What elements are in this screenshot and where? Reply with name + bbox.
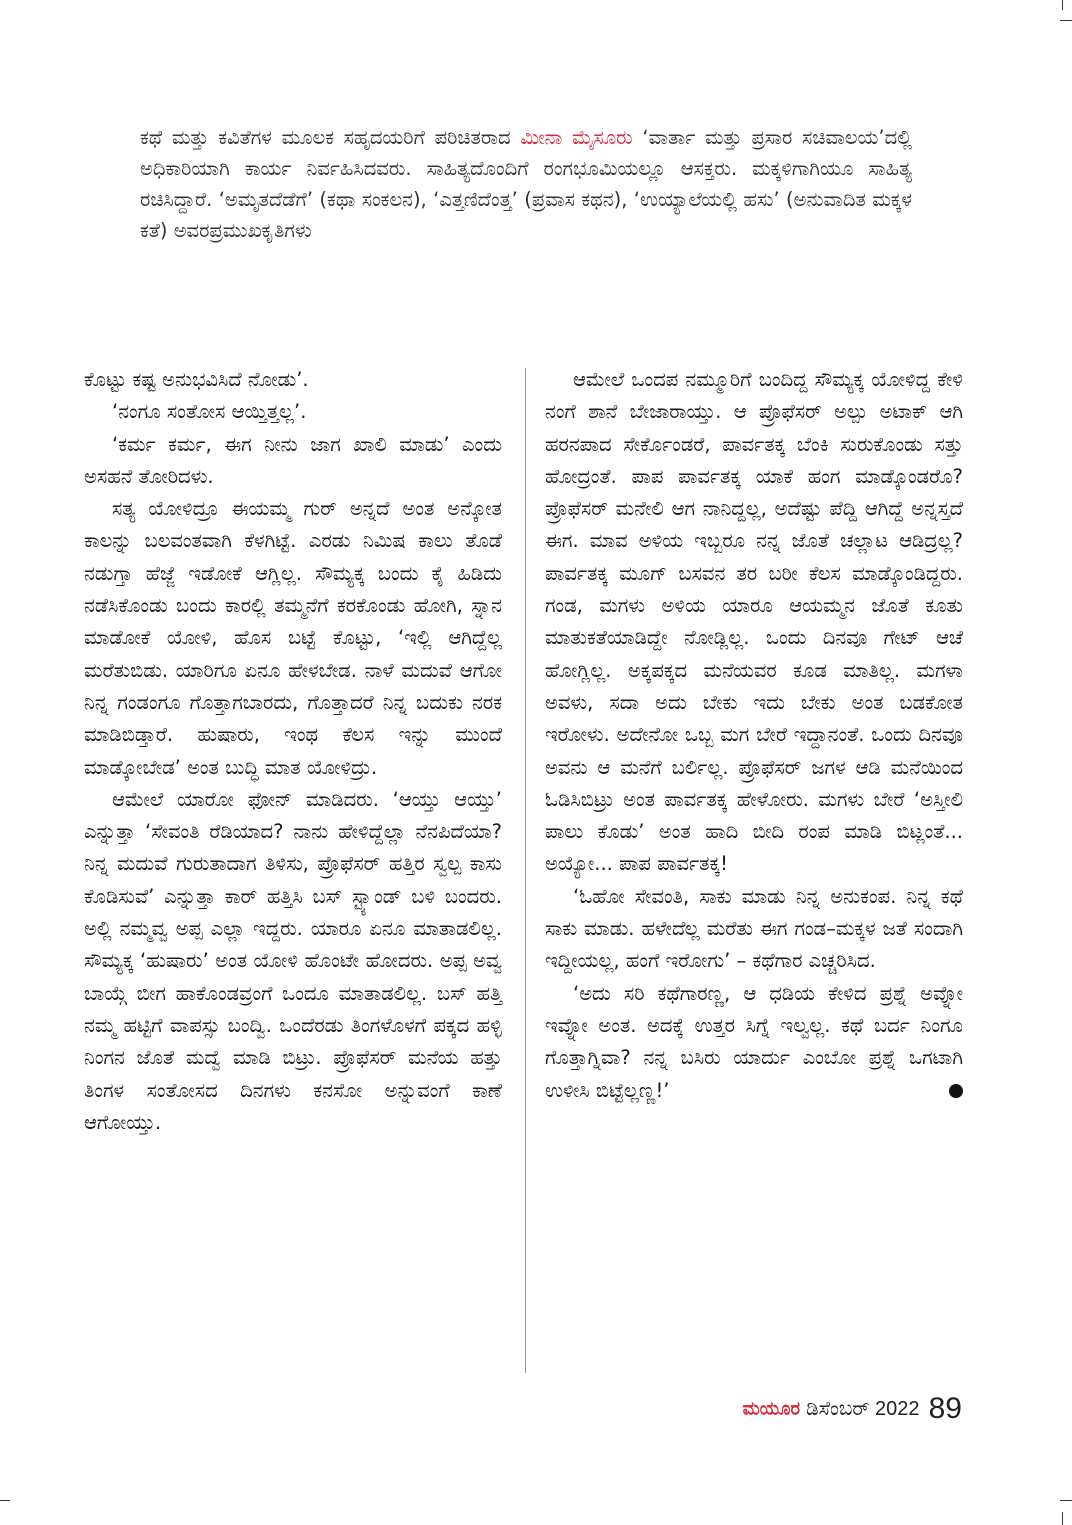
left-column — [84, 364, 502, 1139]
end-mark-icon — [949, 1084, 963, 1098]
magazine-logo: ಮಯೂರ — [742, 1398, 800, 1420]
paragraph: ಸತ್ಯ ಯೋಳಿದ್ರೂ ಈಯಮ್ಮ ಗುರ್ ಅನ್ನದೆ ಅಂತ ಅನ್ಕೋತ ಕಾಲನ್ನು ಬಲವಂತವಾಗಿ ಕೆಳಗಿಟ್ಟೆ. ಎರಡು ನಿಮಿಷ ಕಾಲು ತೊಡೆ ನಡುಗ್ತಾ ಹೆಜ್ಜೆ ಇಡೋಕೆ ಆಗ್ಲಿಲ್ಲ. ಸೌಮ್ಯಕ್ಕ ಬಂದು ಕೈ ಹಿಡಿದು ನಡೆಸಿಕೊಂಡು ಬಂದು ಕಾರಲ್ಲಿ ತಮ್ಮನೆಗೆ ಕರಕೊಂಡು ಹೋಗಿ, ಸ್ನಾನ ಮಾಡೋಕೆ ಯೋಳಿ, ಹೊಸ ಬಟ್ಟೆ ಕೊಟ್ಟು, ‘ಇಲ್ಲಿ ಆಗಿದ್ದೆಲ್ಲ ಮರೆತುಬಿಡು. ಯಾರಿಗೂ ಏನೂ ಹೇಳಬೇಡ. ನಾಳೆ ಮದುವೆ ಆಗೋ ನಿನ್ನ ಗಂಡಂಗೂ ಗೊತ್ತಾಗಬಾರದು, ಗೊತ್ತಾದರೆ ನಿನ್ನ ಬದುಕು ನರಕ ಮಾಡಿಬಿಡ್ತಾರೆ. ಹುಷಾರು, ಇಂಥ ಕೆಲಸ ಇನ್ನು ಮುಂದೆ ಮಾಡ್ಕೋಬೇಡ’ ಅಂತ ಬುದ್ಧಿ ಮಾತ ಯೋಳಿದ್ರು. — [84, 497, 502, 779]
column-divider — [525, 368, 526, 1373]
issue-date: ಡಿಸೆಂಬರ್ 2022 — [806, 1397, 920, 1420]
paragraph: ‘ನಂಗೂ ಸಂತೋಸ ಆಯ್ತಿತ್ತಲ್ಲ’. — [112, 400, 307, 424]
paragraph: ಆಮೇಲೆ ಒಂದಪ ನಮ್ಮೂರಿಗೆ ಬಂದಿದ್ದ ಸೌಮ್ಯಕ್ಕ ಯೋಳಿದ್ದ ಕೇಳಿ ನಂಗೆ ಶಾನೆ ಬೇಜಾರಾಯ್ತು. ಆ ಪ್ರೊಫೆಸರ್ ಅಲ್ಪು ಅಟಾಕ್ ಆಗಿ ಹರನಪಾದ ಸೇರ್ಕೊಂಡರೆ, ಪಾರ್ವತಕ್ಕ ಬೆಂಕಿ ಸುರುಕೊಂಡು ಸತ್ತು ಹೋದ್ರಂತೆ. ಪಾಪ ಪಾರ್ವತಕ್ಕ ಯಾಕೆ ಹಂಗ ಮಾಡ್ಕೊಂಡರೊ? ಪ್ರೊಫೆಸರ್ ಮನೇಲಿ ಆಗ ನಾನಿದ್ದಲ್ಲ, ಅದೆಷ್ಟು ಪೆದ್ದಿ ಆಗಿದ್ದೆ ಅನ್ನಸ್ತದೆ ಈಗ. ಮಾವ ಅಳಿಯ ಇಬ್ಬರೂ ನನ್ನ ಜೊತೆ ಚಲ್ಲಾಟ ಆಡಿದ್ರಲ್ಲ? ಪಾರ್ವತಕ್ಕ ಮೂಗ್ ಬಸವನ ತರ ಬರೀ ಕೆಲಸ ಮಾಡ್ಕೊಂಡಿದ್ದರು. ಗಂಡ, ಮಗಳು ಅಳಿಯ ಯಾರೂ ಆಯಮ್ಮನ ಜೊತೆ ಕೂತು ಮಾತುಕತೆಯಾಡಿದ್ದೇ ನೋಡ್ಲಿಲ್ಲ. ಒಂದು ದಿನವೂ ಗೇಟ್ ಆಚೆ ಹೋಗ್ಲಿಲ್ಲ. ಅಕ್ಕಪಕ್ಕದ ಮನೆಯವರ ಕೂಡ ಮಾತಿಲ್ಲ. ಮಗಳಾ ಅವಳು, ಸದಾ ಅದು ಬೇಕು ಇದು ಬೇಕು ಅಂತ ಬಡಕೋತ ಇರೋಳು. ಅದೇನೋ ಒಬ್ಬ ಮಗ ಬೇರೆ ಇದ್ದಾನಂತೆ. ಒಂದು ದಿನವೂ ಅವನು ಆ ಮನೆಗೆ ಬರ್ಲಿಲ್ಲ. ಪ್ರೊಫೆಸರ್ ಜಗಳ ಆಡಿ ಮನೆಯಿಂದ ಓಡಿಸಿಬಿಟ್ರು ಅಂತ ಪಾರ್ವತಕ್ಕ ಹೇಳೋರು. ಮಗಳು ಬೇರೆ ‘ಅಸ್ತೀಲಿ ಪಾಲು ಕೊಡು’ ಅಂತ ಹಾದಿ ಬೀದಿ ರಂಪ ಮಾಡಿ ಬಿಟ್ಲಂತೆ... ಅಯ್ಯೋ... ಪಾಪ ಪಾರ್ವತಕ್ಕ! — [545, 368, 963, 876]
paragraph-text: ‘ಅದು ಸರಿ ಕಥೆಗಾರಣ್ಣ, ಆ ಧಡಿಯ ಕೇಳಿದ ಪ್ರಶ್ನೆ ಅವ್ನೋ ಇವ್ನೋ ಅಂತ. ಅದಕ್ಕೆ ಉತ್ತರ ಸಿಗ್ನೆ ಇಲ್ವಲ್ಲ. ಕಥೆ ಬರ್ದ ನಿಂಗೂ ಗೊತ್ತಾಗ್ನಿವಾ? ನನ್ನ ಬಸಿರು ಯಾರ್ದು ಎಂಬೋ ಪ್ರಶ್ನೆ ಒಗಟಾಗಿ ಉಳೀಸಿ ಬಿಟ್ಟೆಲ್ಲಣ್ಣ!’ — [545, 981, 963, 1102]
paragraph: ‘ಓಹೋ ಸೇವಂತಿ, ಸಾಕು ಮಾಡು ನಿನ್ನ ಅನುಕಂಪ. ನಿನ್ನ ಕಥೆ ಸಾಕು ಮಾಡು. ಹಳೇದೆಲ್ಲ ಮರೆತು ಈಗ ಗಂಡ–ಮಕ್ಕಳ ಜತೆ ಸಂದಾಗಿ ಇದ್ದೀಯಲ್ಲ, ಹಂಗೆ ಇರೋಗು’ – ಕಥೆಗಾರ ಎಚ್ಚರಿಸಿದ. — [545, 884, 963, 973]
paragraph — [545, 978, 963, 1107]
crop-mark — [1062, 0, 1063, 10]
bio-text-start: ಕಥೆ ಮತ್ತು ಕವಿತೆಗಳ ಮೂಲಕ ಸಹೃದಯರಿಗೆ ಪರಿಚಿತರಾದ — [140, 126, 521, 149]
paragraph: ಆಮೇಲೆ ಯಾರೋ ಫೋನ್ ಮಾಡಿದರು. ‘ಆಯ್ತು ಆಯ್ತು’ ಎನ್ನುತ್ತಾ ‘ಸೇವಂತಿ ರೆಡಿಯಾದ? ನಾನು ಹೇಳಿದ್ದೆಲ್ಲಾ ನೆನಪಿದೆಯಾ? ನಿನ್ನ ಮದುವೆ ಗುರುತಾದಾಗ ತಿಳಿಸು, ಪ್ರೊಫೆಸರ್ ಹತ್ತಿರ ಸ್ವಲ್ಪ ಕಾಸು ಕೊಡಿಸುವೆ’ ಎನ್ನುತ್ತಾ ಕಾರ್ ಹತ್ತಿಸಿ ಬಸ್ ಸ್ಟ್ಯಾಂಡ್ ಬಳಿ ಬಂದರು. ಅಲ್ಲಿ ನಮ್ಮವ್ವ ಅಪ್ಪ ಎಲ್ಲಾ ಇದ್ದರು. ಯಾರೂ ಏನೂ ಮಾತಾಡಲಿಲ್ಲ. ಸೌಮ್ಯಕ್ಕ ‘ಹುಷಾರು’ ಅಂತ ಯೋಳಿ ಹೊಂಟೇ ಹೋದರು. ಅಪ್ಪ ಅವ್ವ ಬಾಯ್ಗೆ ಬೀಗ ಹಾಕೊಂಡವ್ರಂಗೆ ಒಂದೂ ಮಾತಾಡಲಿಲ್ಲ. ಬಸ್ ಹತ್ತಿ ನಮ್ಮ ಹಟ್ಟಿಗೆ ವಾಪಸ್ಸು ಬಂದ್ವಿ. ಒಂದೆರಡು ತಿಂಗಳೊಳಗೆ ಪಕ್ಕದ ಹಳ್ಳಿ ನಿಂಗನ ಜೊತೆ ಮದ್ವೆ ಮಾಡಿ ಬಿಟ್ರು. ಪ್ರೊಫೆಸರ್ ಮನೆಯ ಹತ್ತು ತಿಂಗಳ ಸಂತೋಸದ ದಿನಗಳು ಕನಸೋ ಅನ್ನುವಂಗೆ ಕಾಣೆ ಆಗೋಯ್ತು. — [84, 787, 502, 1134]
bio-text-rest: ‘ವಾರ್ತಾ ಮತ್ತು ಪ್ರಸಾರ ಸಚಿವಾಲಯ’ದಲ್ಲಿ ಅಧಿಕಾರಿಯಾಗಿ ಕಾರ್ಯ ನಿರ್ವಹಿಸಿದವರು. ಸಾಹಿತ್ಯದೊಂದಿಗೆ ರಂಗಭೂಮಿಯಲ್ಲೂ ಆಸಕ್ತರು. ಮಕ್ಕಳಿಗಾಗಿಯೂ ಸಾಹಿತ್ಯ ರಚಿಸಿದ್ದಾರೆ. ‘ಅಮೃತದೆಡೆಗೆ’ (ಕಥಾ ಸಂಕಲನ), ‘ಎತ್ತಣಿದೆಂತ್ತ’ (ಪ್ರವಾಸ ಕಥನ), ‘ಉಯ್ಯಾಲೆಯಲ್ಲಿ ಹಸು’ (ಅನುವಾದಿತ ಮಕ್ಕಳ ಕತೆ) ಅವರಪ್ರಮುಖಕೃತಿಗಳು — [140, 126, 912, 242]
paragraph: ಕೊಟ್ಟು ಕಷ್ಟ ಅನುಭವಿಸಿದೆ ನೋಡು’. — [84, 368, 309, 391]
page-number: 89 — [928, 1392, 962, 1425]
crop-mark — [1060, 20, 1072, 21]
paragraph: ‘ಕರ್ಮ ಕರ್ಮ, ಈಗ ನೀನು ಜಾಗ ಖಾಲಿ ಮಾಡು’ ಎಂದು ಅಸಹನೆ ತೋರಿದಳು. — [84, 432, 502, 488]
page-footer — [743, 1392, 962, 1426]
crop-mark — [1060, 1500, 1072, 1501]
right-column — [545, 364, 963, 1107]
author-name: ಮೀನಾ ಮೈಸೂರು — [520, 126, 633, 149]
crop-mark — [0, 1500, 10, 1501]
author-bio — [140, 122, 912, 246]
crop-mark — [1062, 1512, 1063, 1525]
